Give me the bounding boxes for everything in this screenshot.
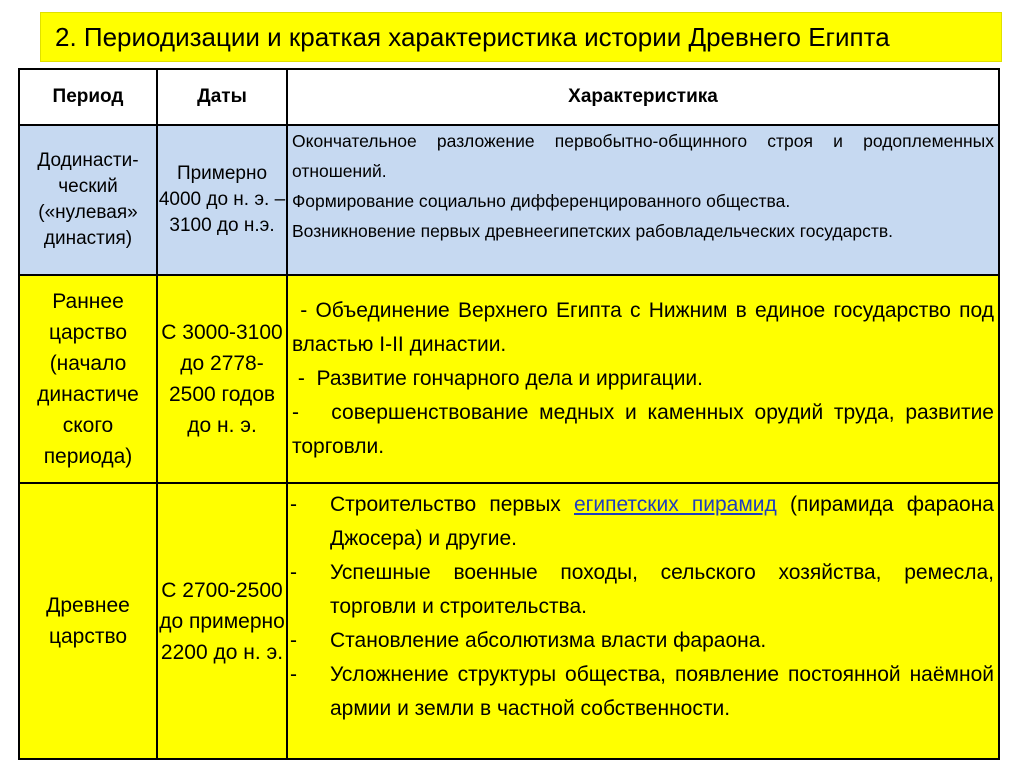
period-cell [19, 275, 157, 483]
title-banner [40, 12, 1002, 62]
list-item [288, 624, 994, 658]
period-text: Раннее царство (начало династиче ского периода) [37, 290, 139, 468]
dates-cell [157, 125, 287, 275]
dates-cell [157, 483, 287, 759]
bullet-dash: - [290, 629, 297, 652]
dates-text: С 3000-3100 до 2778-2500 годов до н. э. [161, 321, 283, 437]
table-row [19, 483, 999, 759]
dates-cell [157, 275, 287, 483]
bullet-dash: - [290, 561, 297, 584]
characteristic-line: - Объединение Верхнего Египта с Нижним в единое государство под властью I-II династии. [292, 299, 1000, 356]
list-item [288, 658, 994, 726]
characteristic-line: - Развитие гончарного дела и ирригации. [292, 367, 703, 390]
period-cell [19, 125, 157, 275]
characteristic-line: Окончательное разложение первобытно-общинного строя и родоплеменных отношений. [292, 131, 994, 181]
pyramids-link[interactable]: египетских пирамид [574, 493, 777, 516]
list-item-text: Становление абсолютизма власти фараона. [330, 629, 767, 652]
characteristic-cell [287, 125, 999, 275]
characteristic-cell [287, 275, 999, 483]
list-item-text: Успешные военные походы, сельского хозяйства, ремесла, торговли и строительства. [330, 561, 994, 618]
period-cell [19, 483, 157, 759]
characteristic-line: Возникновение первых древнеегипетских рабовладельческих государств. [292, 221, 893, 241]
header-period: Период [19, 69, 157, 125]
history-table [18, 68, 1000, 760]
dates-text: Примерно 4000 до н. э. – 3100 до н.э. [158, 163, 286, 236]
characteristic-cell [287, 483, 999, 759]
header-row [19, 69, 999, 125]
bullet-dash: - [290, 663, 297, 686]
characteristic-line: - совершенствование медных и каменных орудий труда, развитие торговли. [292, 401, 1000, 458]
list-item [288, 556, 994, 624]
table-row [19, 125, 999, 275]
header-dates: Даты [157, 69, 287, 125]
period-text: Древнее царство [46, 594, 130, 648]
list-item [288, 488, 994, 556]
table-row [19, 275, 999, 483]
page-title: 2. Периодизации и краткая характеристика истории Древнего Египта [55, 22, 890, 52]
header-characteristic: Характеристика [287, 69, 999, 125]
list-item-text [330, 488, 994, 556]
list-item-text-before: Строительство первых [330, 493, 574, 516]
list-item-text-after: (пирамида фараона Джосера) и другие. [330, 493, 994, 550]
bullet-dash: - [290, 493, 297, 516]
list-item-text: Усложнение структуры общества, появление постоянной наёмной армии и земли в частной собственности. [330, 663, 994, 720]
dates-text: С 2700-2500 до примерно 2200 до н. э. [159, 578, 285, 664]
characteristic-line: Формирование социально дифференцированного общества. [292, 191, 791, 211]
period-text: Додинасти-ческий («нулевая» династия) [37, 150, 139, 249]
